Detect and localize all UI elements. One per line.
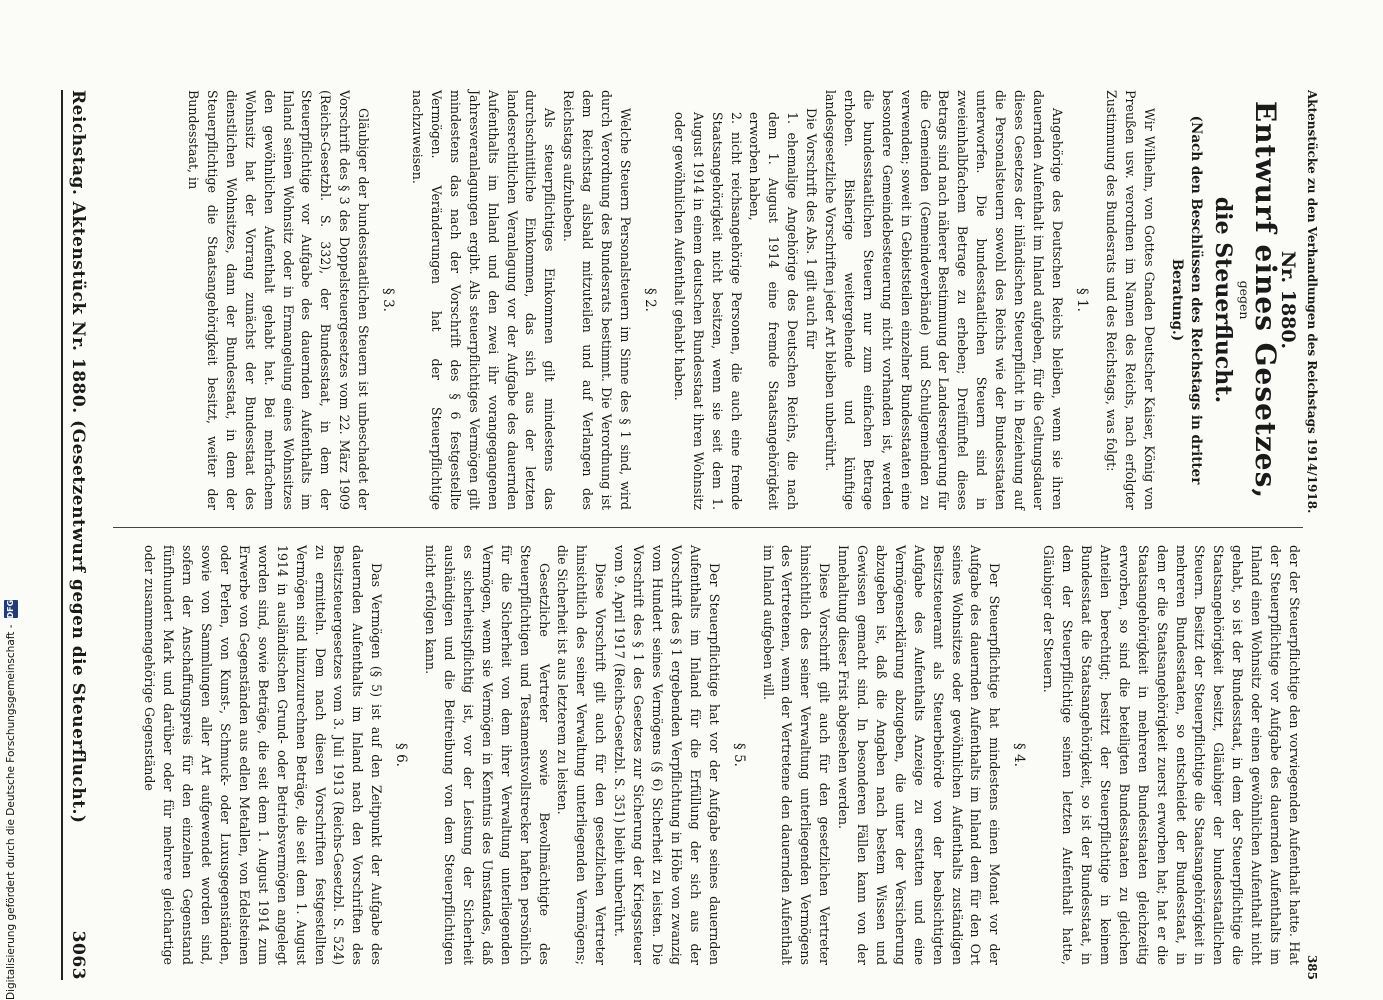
section-2-heading: § 2. — [641, 288, 658, 312]
section-3-paragraph: Gläubiger der bundesstaatlichen Steuern ist unbeschadet der Vorschrift des § 3 des Doppelsteuergesetzes vom 22. März 1909 (Reichs-Gesetzbl. S. 332), der Bundesstaat, in dem der Steuerpflichtige vor Aufgabe des dauernden Aufenthalts im Inland seinen Wohnsitz oder in Ermangelung eines Wohnsitzes den gewöhnlichen Aufenthalt gehabt hat. Bei mehrfachem Wohnsitz hat der Vorrang zunächst der Bundesstaat des dienstlichen Wohnsitzes, dann der Bundesstaat, in dem der Steuerpflichtige die Staatsangehörigkeit besitzt, weiter der Bundesstaat, in — [186, 90, 372, 510]
section-5-paragraph: Gesetzliche Vertreter sowie Bevollmächtigte des Steuerpflichtigen und Testamentsvollstrecker haften persönlich für die Sicherheit von dem ihrer Verwaltung unterliegenden Vermögen, wenn sie Vermögen in Kenntnis des Umstandes, daß es sicherheitspflichtig ist, vor der Leistung der Sicherheit aushändigen und die Beitreibung von dem Steuerpflichtigen nicht erfolgen kann. — [423, 545, 552, 965]
section-1-paragraph: Die Vorschrift des Abs. 1 gilt auch für — [804, 108, 820, 349]
document-number: Nr. 1880. — [1277, 250, 1299, 350]
reading-note: (Nach den Beschlüssen des Reichstags in dritter Beratung.) — [1169, 115, 1205, 485]
section-5-paragraph: Diese Vorschrift gilt auch für den gesetzlichen Vertreter hinsichtlich des seiner Verwaltung unterliegenden Vermögens; die Sicherheit ist aus letzterem zu leisten. — [555, 545, 609, 965]
section-4-paragraph: Der Steuerpflichtige hat mindestens einen Monat vor der Aufgabe des dauernden Aufenthalts im Inland dem für den Ort seines Wohnsitzes oder gewöhnlichen Aufenthalts zuständigen Besitzsteueramt als Steuerbehörde von der beabsichtigten Aufgabe des Aufenthalts Anzeige zu erstatten und eine Vermögenserklärung abzugeben, die unter der Versicherung abzugeben ist, daß die Angaben nach bestem Wissen und Gewissen gemacht sind. In besonderen Fällen kann von der Innehaltung dieser Frist abgesehen werden. — [836, 545, 1003, 965]
section-6-paragraph: Das Vermögen (§ 5) ist auf den Zeitpunkt der Aufgabe des dauernden Aufenthalts im Inland nach den Vorschriften des Besitzsteuergesetzes vom 3. Juli 1913 (Reichs-Gesetzbl. S. 524) zu ermitteln. Dem nach diesen Vorschriften festgestellten Vermögen sind hinzuzurechnen Beträge, die seit dem 1. August 1914 in ausländischen Grund- oder Betriebsvermögen angelegt worden sind, sowie Beträge, die seit dem 1. August 1914 zum Erwerbe von Gegenständen aus edlen Metallen, von Edelsteinen oder Perlen, von Kunst-, Schmuck- oder Luxusgegenständen, sowie von Sammlungen aller Art aufgewendet worden sind, sofern der Anschaffungspreis für den einzelnen Gegenstand fünfhundert Mark und darüber oder für mehrere gleichartige oder zusammengehörige Gegenstände — [142, 545, 385, 965]
page-number: 3063 — [68, 930, 88, 980]
section-3-continuation: der der Steuerpflichtige den vorwiegenden Aufenthalt hatte. Hat der Steuerpflichtige vor Aufgabe des dauernden Aufenthalts im Inland einen Wohnsitz oder einen gewöhnlichen Aufenthalt nicht gehabt, so ist der Bundesstaat, in dem der Steuerpflichtige die Staatsangehörigkeit besitzt, Gläubiger der bundesstaatlichen Steuern. Besitzt der Steuerpflichtige die Staatsangehörigkeit in mehreren Bundesstaaten, so entscheidet der Bundesstaat, in dem er die Staatsangehörigkeit zuerst erworben hat; hat er die Staatsangehörigkeit in mehreren Bundesstaaten gleichzeitig erworben, so sind die beteiligten Bundesstaaten zu gleichen Anteilen berechtigt; besitzt der Steuerpflichtige in keinem Bundesstaat die Staatsangehörigkeit, so ist der Bundesstaat, in dem der Steuerpflichtige seinen letzten Aufenthalt hatte, Gläubiger der Steuern. — [1041, 545, 1302, 965]
footer-number: 385 — [1305, 954, 1319, 980]
right-column — [103, 545, 1303, 965]
section-1-paragraph: Angehörige des Deutschen Reichs bleiben, wenn sie ihren dauernden Aufenthalt im Inland aufgeben, für die Geltungsdauer dieses Gesetzes der inländischen Steuerpflicht in Beziehung auf die Personalsteuern sowohl des Reichs wie der Bundesstaaten unterworfen. Die bundesstaatlichen Steuern sind in zweieinhalbfachem Betrage zu erheben; Dreifünftel dieses Betrags sind nach näherer Bestimmung der Landesregierung für die Gemeinden (Gemeindeverbände) und Schulgemeinden zu verwenden; soweit in Gebietsteilen einzelner Bundesstaaten eine besondere Gemeindebesteuerung nicht vorhanden ist, werden die bundesstaatlichen Steuern nur zum einfachen Betrage erhoben. Bisherige weitergehende und künftige landesgesetzliche Vorschriften jeder Art bleiben unberührt. — [823, 90, 1065, 510]
section-5-heading: § 5. — [730, 743, 747, 767]
section-1-list — [669, 90, 801, 510]
header-title: Reichstag. Aktenstück Nr. 1880. (Gesetzentwurf gegen die Steuerflucht.) — [68, 90, 88, 824]
section-3-heading: § 3. — [380, 288, 397, 312]
section-2-paragraph: Als steuerpflichtiges Einkommen gilt mindestens das durchschnittliche Einkommen, das sich aus der letzten landesrechtlichen Veranlagung vor der Aufgabe des dauernden Aufenthalts im Inland und den zwei ihr vorangegangenen Jahresveranlagungen ergibt. Als steuerpflichtiges Vermögen gilt mindestens das nach der Vorschrift des § 6 festgestellte Vermögen. Veränderungen hat der Steuerpflichtige nachzuweisen. — [410, 90, 558, 510]
section-2-paragraph: Welche Steuern Personalsteuern im Sinne des § 1 sind, wird durch Verordnung des Bundesrats bestimmt. Die Verordnung ist dem Reichstag alsbald mitzuteilen und auf Verlangen des Reichstags aufzuheben. — [561, 90, 633, 510]
document-subtitle: die Steuerflucht. — [1210, 196, 1237, 404]
footer-title: Aktenstücke zu den Verhandlungen des Reichstags 1914/1918. — [1305, 90, 1319, 514]
section-4-heading: § 4. — [1011, 743, 1028, 767]
digitization-text: Digitalisierung gefördert durch die Deutsche Forschungsgemeinschaft - — [5, 624, 17, 1000]
running-header — [61, 90, 93, 980]
left-column — [103, 90, 1303, 510]
section-6-heading: § 6. — [393, 743, 410, 767]
column-divider — [113, 527, 1303, 528]
section-1-heading: § 1. — [1073, 288, 1090, 312]
dfg-logo-icon: DFG — [4, 600, 18, 618]
preamble: Wir Wilhelm, von Gottes Gnaden Deutscher Kaiser, König von Preußen usw. verordnen im Namen des Reichs, nach erfolgter Zustimmung des Bundesrats und des Reichstags, was folgt: — [1103, 90, 1157, 510]
list-item: 2. nicht reichsangehörige Personen, die auch eine fremde Staatsangehörigkeit nicht besitzen, wenn sie seit dem 1. August 1914 in einem deutschen Bundesstaat ihren Wohnsitz oder gewöhnlichen Aufenthalt gehabt haben. — [671, 112, 744, 510]
section-4-paragraph: Diese Vorschrift gilt auch für den gesetzlichen Vertreter hinsichtlich des seiner Verwaltung unterliegenden Vermögens des Vertretenen, wenn der Vertretene den dauernden Aufenthalt im Inland aufgeben will. — [760, 545, 833, 965]
running-footer — [1301, 90, 1323, 980]
section-5-paragraph: Der Steuerpflichtige hat vor der Aufgabe seines dauernden Aufenthalts im Inland für die Erfüllung der sich aus der Vorschrift des § 1 ergebenden Verpflichtung in Höhe von zwanzig vom Hundert seines Vermögens (§ 6) Sicherheit zu leisten. Die Vorschrift des § 1 des Gesetzes zur Sicherung der Kriegssteuer vom 9. April 1917 (Reichs-Gesetzbl. S. 351) bleibt unberührt. — [612, 545, 722, 965]
digitization-note — [2, 0, 20, 1000]
title-connector: gegen — [1237, 280, 1253, 320]
document-title: Entwurf eines Gesetzes, — [1249, 100, 1283, 500]
list-item: 1. ehemalige Angehörige des Deutschen Reichs, die nach dem 1. August 1914 eine fremde Staatsangehörigkeit erworben haben, — [747, 112, 801, 510]
